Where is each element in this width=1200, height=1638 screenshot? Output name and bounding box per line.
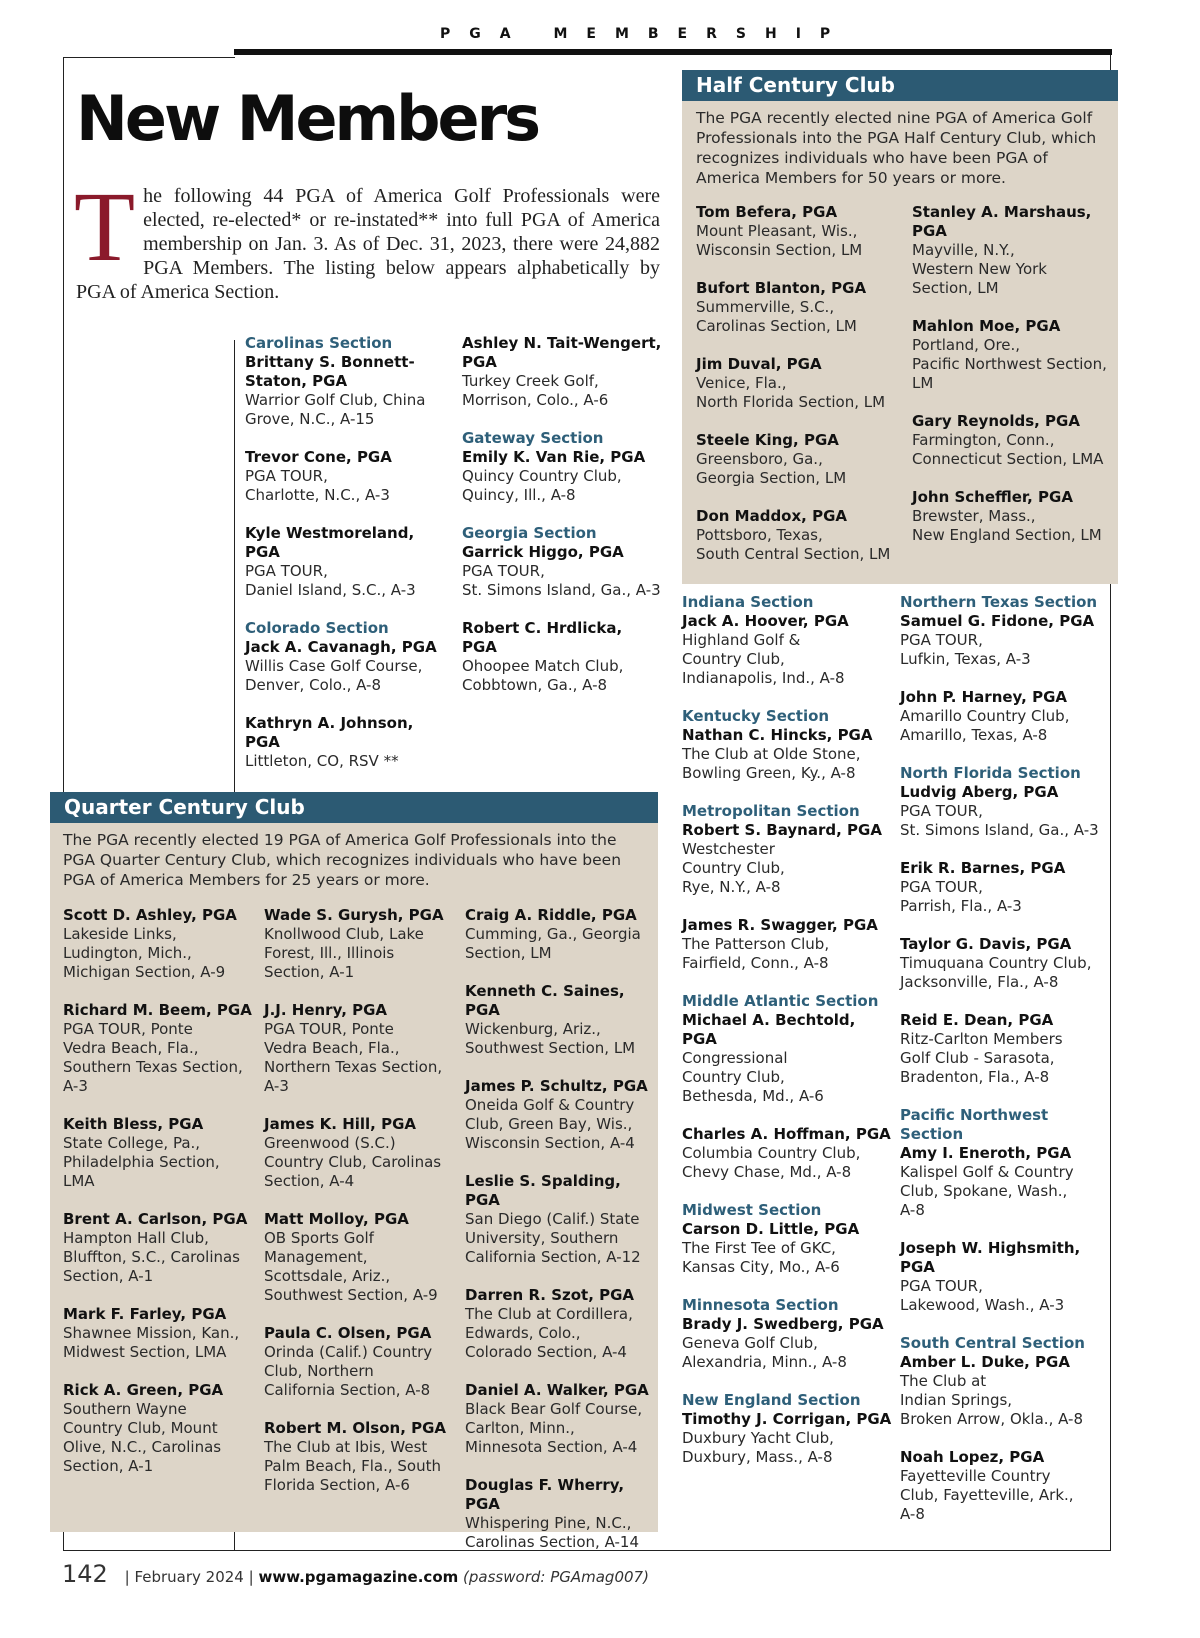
member-detail: Minnesota Section, A-4 xyxy=(465,1438,638,1456)
member-entry xyxy=(696,431,906,488)
member-detail: PGA TOUR, xyxy=(900,802,983,820)
member-detail: Club, Spokane, Wash., xyxy=(900,1182,1068,1200)
member-detail: Northern Texas Section, xyxy=(264,1058,443,1076)
member-detail: Club, Fayetteville, Ark., xyxy=(900,1486,1074,1504)
member-detail: San Diego (Calif.) State xyxy=(465,1210,640,1228)
member-detail: PGA TOUR, xyxy=(900,1277,983,1295)
member-name: James K. Hill, PGA xyxy=(264,1115,417,1133)
new-members-col-4 xyxy=(900,593,1105,1543)
member-name: Tom Befera, PGA xyxy=(696,203,838,221)
section-heading: Pacific Northwest Section xyxy=(900,1106,1049,1143)
member-name: Reid E. Dean, PGA xyxy=(900,1011,1054,1029)
member-detail: Southwest Section, A-9 xyxy=(264,1286,438,1304)
member-detail: Cobbtown, Ga., A-8 xyxy=(462,676,608,694)
section-heading: Minnesota Section xyxy=(682,1296,839,1314)
member-detail: Summerville, S.C., xyxy=(696,298,835,316)
member-detail: PGA TOUR, xyxy=(245,562,328,580)
member-name: Noah Lopez, PGA xyxy=(900,1448,1045,1466)
member-entry xyxy=(682,1296,892,1372)
half-century-col-1 xyxy=(696,203,906,583)
member-detail: Ritz-Carlton Members xyxy=(900,1030,1063,1048)
member-name: Kenneth C. Saines, PGA xyxy=(465,982,625,1019)
member-entry xyxy=(682,992,892,1106)
member-detail: Kalispel Golf & Country xyxy=(900,1163,1074,1181)
member-detail: Greenwood (S.C.) xyxy=(264,1134,396,1152)
member-detail: Management, xyxy=(264,1248,368,1266)
member-entry xyxy=(465,1381,655,1457)
member-detail: Country Club, xyxy=(682,1068,785,1086)
member-detail: Country Club, xyxy=(682,859,785,877)
member-detail: Fayetteville Country xyxy=(900,1467,1051,1485)
member-name: Amber L. Duke, PGA xyxy=(900,1353,1070,1371)
member-detail: Chevy Chase, Md., A-8 xyxy=(682,1163,852,1181)
section-heading: Colorado Section xyxy=(245,619,389,637)
member-entry xyxy=(682,802,892,897)
member-detail: Ludington, Mich., xyxy=(63,944,192,962)
member-entry xyxy=(900,935,1105,992)
member-detail: Olive, N.C., Carolinas xyxy=(63,1438,222,1456)
member-entry xyxy=(462,429,662,505)
member-detail: Golf Club - Sarasota, xyxy=(900,1049,1055,1067)
member-entry xyxy=(696,355,906,412)
member-entry xyxy=(465,982,655,1058)
member-detail: Whispering Pine, N.C., xyxy=(465,1514,632,1532)
member-entry xyxy=(900,1011,1105,1087)
member-detail: Scottsdale, Ariz., xyxy=(264,1267,391,1285)
member-entry xyxy=(63,1305,258,1362)
member-name: Robert C. Hrdlicka, PGA xyxy=(462,619,623,656)
member-entry xyxy=(912,203,1112,298)
member-detail: Daniel Island, S.C., A-3 xyxy=(245,581,416,599)
member-name: James R. Swagger, PGA xyxy=(682,916,878,934)
member-detail: Hampton Hall Club, xyxy=(63,1229,209,1247)
member-name: Charles A. Hoffman, PGA xyxy=(682,1125,891,1143)
new-members-col-3 xyxy=(682,593,892,1486)
drop-cap: T xyxy=(74,171,136,282)
page-number: 142 xyxy=(62,1560,108,1588)
member-entry xyxy=(912,412,1112,469)
member-detail: St. Simons Island, Ga., A-3 xyxy=(900,821,1099,839)
member-entry xyxy=(682,1201,892,1277)
member-name: John Scheffler, PGA xyxy=(912,488,1073,506)
member-detail: Country Club, Carolinas xyxy=(264,1153,442,1171)
member-detail: Section, LM xyxy=(912,279,999,297)
member-name: Ludvig Aberg, PGA xyxy=(900,783,1059,801)
member-name: Leslie S. Spalding, PGA xyxy=(465,1172,621,1209)
member-detail: Farmington, Conn., xyxy=(912,431,1055,449)
member-entry xyxy=(465,1077,655,1153)
section-heading: Kentucky Section xyxy=(682,707,830,725)
section-heading: Carolinas Section xyxy=(245,334,393,352)
member-detail: Pacific Northwest Section, xyxy=(912,355,1107,373)
header-rule xyxy=(234,49,1112,55)
member-detail: The First Tee of GKC, xyxy=(682,1239,836,1257)
member-name: Craig A. Riddle, PGA xyxy=(465,906,637,924)
new-members-col-2 xyxy=(462,334,662,714)
member-detail: PGA TOUR, xyxy=(900,631,983,649)
member-detail: California Section, A-8 xyxy=(264,1381,431,1399)
member-name: Garrick Higgo, PGA xyxy=(462,543,624,561)
member-detail: Section, A-4 xyxy=(264,1172,355,1190)
member-name: Joseph W. Highsmith, PGA xyxy=(900,1239,1081,1276)
member-entry xyxy=(63,1001,258,1096)
section-heading: North Florida Section xyxy=(900,764,1081,782)
member-detail: Midwest Section, LMA xyxy=(63,1343,227,1361)
member-entry xyxy=(682,1391,892,1467)
member-entry xyxy=(63,1381,258,1476)
member-name: Richard M. Beem, PGA xyxy=(63,1001,252,1019)
member-detail: Colorado Section, A-4 xyxy=(465,1343,627,1361)
member-entry xyxy=(682,1125,892,1182)
member-detail: PGA TOUR, Ponte xyxy=(63,1020,193,1038)
member-detail: Brewster, Mass., xyxy=(912,507,1036,525)
member-name: Brent A. Carlson, PGA xyxy=(63,1210,248,1228)
member-detail: California Section, A-12 xyxy=(465,1248,641,1266)
member-entry xyxy=(63,1115,258,1191)
member-name: Wade S. Gurysh, PGA xyxy=(264,906,444,924)
page-footer xyxy=(62,1560,649,1588)
member-entry xyxy=(63,906,258,982)
member-detail: North Florida Section, LM xyxy=(696,393,886,411)
member-name: Erik R. Barnes, PGA xyxy=(900,859,1066,877)
member-name: Mahlon Moe, PGA xyxy=(912,317,1061,335)
issue-date: February 2024 xyxy=(134,1568,244,1586)
member-detail: A-8 xyxy=(900,1505,925,1523)
member-detail: Section, A-1 xyxy=(63,1267,154,1285)
member-entry xyxy=(912,488,1112,545)
member-detail: Black Bear Golf Course, xyxy=(465,1400,643,1418)
quarter-century-col-2 xyxy=(264,906,459,1514)
member-detail: Vedra Beach, Fla., xyxy=(63,1039,199,1057)
member-entry xyxy=(264,906,459,982)
member-entry xyxy=(245,524,445,600)
member-entry xyxy=(462,334,662,410)
member-entry xyxy=(900,688,1105,745)
member-detail: Western New York xyxy=(912,260,1047,278)
member-detail: Turkey Creek Golf, xyxy=(462,372,599,390)
member-detail: Quincy Country Club, xyxy=(462,467,622,485)
member-name: Mark F. Farley, PGA xyxy=(63,1305,227,1323)
member-detail: Section, A-1 xyxy=(63,1457,154,1475)
member-name: J.J. Henry, PGA xyxy=(264,1001,388,1019)
member-entry xyxy=(900,764,1105,840)
member-detail: Littleton, CO, RSV ** xyxy=(245,752,399,770)
member-entry xyxy=(900,1334,1105,1429)
member-detail: PGA TOUR, Ponte xyxy=(264,1020,394,1038)
member-detail: Pottsboro, Texas, xyxy=(696,526,823,544)
member-detail: University, Southern xyxy=(465,1229,619,1247)
member-detail: The Club at Olde Stone, xyxy=(682,745,861,763)
member-detail: Southern Wayne xyxy=(63,1400,187,1418)
member-entry xyxy=(912,317,1112,393)
member-name: Jack A. Hoover, PGA xyxy=(682,612,849,630)
member-detail: Warrior Golf Club, China Grove, N.C., A-15 xyxy=(245,391,426,428)
member-name: Jack A. Cavanagh, PGA xyxy=(245,638,437,656)
website-password: (password: PGAmag007) xyxy=(463,1568,649,1586)
member-detail: OB Sports Golf xyxy=(264,1229,374,1247)
member-detail: Greensboro, Ga., xyxy=(696,450,823,468)
member-entry xyxy=(465,1172,655,1267)
member-detail: Willis Case Golf Course, xyxy=(245,657,423,675)
member-detail: Kansas City, Mo., A-6 xyxy=(682,1258,840,1276)
member-name: Scott D. Ashley, PGA xyxy=(63,906,237,924)
member-name: James P. Schultz, PGA xyxy=(465,1077,648,1095)
member-detail: Portland, Ore., xyxy=(912,336,1021,354)
member-detail: Philadelphia Section, xyxy=(63,1153,220,1171)
member-entry xyxy=(264,1419,459,1495)
section-heading: Indiana Section xyxy=(682,593,814,611)
member-entry xyxy=(465,1476,655,1552)
member-entry xyxy=(682,916,892,973)
member-detail: A-3 xyxy=(63,1077,88,1095)
section-heading: Middle Atlantic Section xyxy=(682,992,879,1010)
member-entry xyxy=(465,906,655,963)
page-title: New Members xyxy=(76,82,539,155)
member-detail: Westchester xyxy=(682,840,775,858)
member-detail: Wisconsin Section, LM xyxy=(696,241,863,259)
member-detail: Jacksonville, Fla., A-8 xyxy=(900,973,1059,991)
member-entry xyxy=(462,619,662,695)
member-detail: Mayville, N.Y., xyxy=(912,241,1015,259)
member-detail: Club, Green Bay, Wis., xyxy=(465,1115,633,1133)
website-link[interactable]: www.pgamagazine.com xyxy=(258,1568,459,1586)
member-name: Robert S. Baynard, PGA xyxy=(682,821,882,839)
member-detail: Congressional xyxy=(682,1049,788,1067)
frame-line-top xyxy=(63,57,235,58)
member-detail: Bethesda, Md., A-6 xyxy=(682,1087,824,1105)
member-detail: Palm Beach, Fla., South xyxy=(264,1457,441,1475)
member-detail: Columbia Country Club, xyxy=(682,1144,861,1162)
quarter-century-title: Quarter Century Club xyxy=(50,792,658,823)
member-entry xyxy=(264,1115,459,1191)
intro-text: he following 44 PGA of America Golf Professionals were elected, re-elected* or re-instated** into full PGA of America membership on Jan. 3. As of Dec. 31, 2023, there were 24,882 PGA Members. The listing below appears alphabetically by PGA of America Section. xyxy=(76,185,660,303)
section-heading: Gateway Section xyxy=(462,429,604,447)
intro-paragraph xyxy=(74,171,660,304)
member-detail: State College, Pa., xyxy=(63,1134,201,1152)
member-detail: Morrison, Colo., A-6 xyxy=(462,391,609,409)
new-members-col-1 xyxy=(245,334,445,790)
member-detail: Orinda (Calif.) Country xyxy=(264,1343,433,1361)
member-detail: The Club at xyxy=(900,1372,987,1390)
member-detail: Denver, Colo., A-8 xyxy=(245,676,382,694)
member-name: Brittany S. Bonnett-Staton, PGA xyxy=(245,353,415,390)
member-detail: Rye, N.Y., A-8 xyxy=(682,878,781,896)
member-detail: Bowling Green, Ky., A-8 xyxy=(682,764,856,782)
member-detail: Georgia Section, LM xyxy=(696,469,847,487)
section-heading: Georgia Section xyxy=(462,524,597,542)
member-detail: Country Club, xyxy=(682,650,785,668)
member-detail: Lakewood, Wash., A-3 xyxy=(900,1296,1065,1314)
member-name: Gary Reynolds, PGA xyxy=(912,412,1080,430)
member-name: Ashley N. Tait-Wengert, PGA xyxy=(462,334,662,371)
member-detail: The Club at Ibis, West xyxy=(264,1438,428,1456)
half-century-col-2 xyxy=(912,203,1112,564)
member-name: Don Maddox, PGA xyxy=(696,507,847,525)
member-detail: PGA TOUR, xyxy=(462,562,545,580)
member-detail: The Patterson Club, xyxy=(682,935,830,953)
member-detail: Duxbury, Mass., A-8 xyxy=(682,1448,833,1466)
member-detail: Highland Golf & xyxy=(682,631,801,649)
member-detail: Florida Section, A-6 xyxy=(264,1476,410,1494)
member-entry xyxy=(696,279,906,336)
member-detail: Forest, Ill., Illinois xyxy=(264,944,395,962)
member-name: Keith Bless, PGA xyxy=(63,1115,204,1133)
member-entry xyxy=(465,1286,655,1362)
member-detail: LM xyxy=(912,374,934,392)
half-century-description: The PGA recently elected nine PGA of America Golf Professionals into the PGA Half Century Club, which recognizes individuals who have been PGA of America Members for 50 years or more. xyxy=(696,109,1097,187)
member-detail: PGA TOUR, xyxy=(245,467,328,485)
member-detail: Southwest Section, LM xyxy=(465,1039,636,1057)
member-detail: Amarillo, Texas, A-8 xyxy=(900,726,1048,744)
member-detail: Bluffton, S.C., Carolinas xyxy=(63,1248,240,1266)
member-detail: Country Club, Mount xyxy=(63,1419,218,1437)
member-detail: Shawnee Mission, Kan., xyxy=(63,1324,240,1342)
member-name: Nathan C. Hincks, PGA xyxy=(682,726,873,744)
member-detail: Venice, Fla., xyxy=(696,374,787,392)
member-detail: LMA xyxy=(63,1172,95,1190)
member-detail: Southern Texas Section, xyxy=(63,1058,243,1076)
member-entry xyxy=(245,448,445,505)
member-detail: Quincy, Ill., A-8 xyxy=(462,486,576,504)
member-entry xyxy=(900,593,1105,669)
member-detail: A-3 xyxy=(264,1077,289,1095)
section-heading: Midwest Section xyxy=(682,1201,822,1219)
member-detail: Alexandria, Minn., A-8 xyxy=(682,1353,847,1371)
quarter-century-description: The PGA recently elected 19 PGA of America Golf Professionals into the PGA Quarter Century Club, which recognizes individuals who have been PGA of America Members for 25 years or more. xyxy=(63,831,622,889)
member-detail: Duxbury Yacht Club, xyxy=(682,1429,834,1447)
member-name: Brady J. Swedberg, PGA xyxy=(682,1315,884,1333)
member-name: Rick A. Green, PGA xyxy=(63,1381,224,1399)
member-detail: Vedra Beach, Fla., xyxy=(264,1039,400,1057)
member-name: Taylor G. Davis, PGA xyxy=(900,935,1072,953)
member-detail: Bradenton, Fla., A-8 xyxy=(900,1068,1050,1086)
member-detail: Wickenburg, Ariz., xyxy=(465,1020,601,1038)
member-entry xyxy=(696,203,906,260)
member-name: Darren R. Szot, PGA xyxy=(465,1286,635,1304)
section-heading: Metropolitan Section xyxy=(682,802,860,820)
section-heading: New England Section xyxy=(682,1391,861,1409)
member-name: Kathryn A. Johnson, PGA xyxy=(245,714,414,751)
member-entry xyxy=(245,619,445,695)
member-detail: New England Section, LM xyxy=(912,526,1102,544)
member-detail: Carolinas Section, LM xyxy=(696,317,857,335)
member-entry xyxy=(900,859,1105,916)
member-entry xyxy=(900,1106,1105,1220)
member-entry xyxy=(682,593,892,688)
member-name: Emily K. Van Rie, PGA xyxy=(462,448,646,466)
member-name: Jim Duval, PGA xyxy=(696,355,822,373)
member-detail: Connecticut Section, LMA xyxy=(912,450,1104,468)
member-detail: Indianapolis, Ind., A-8 xyxy=(682,669,845,687)
member-detail: Knollwood Club, Lake xyxy=(264,925,424,943)
member-detail: Michigan Section, A-9 xyxy=(63,963,226,981)
member-name: Trevor Cone, PGA xyxy=(245,448,392,466)
member-entry xyxy=(900,1239,1105,1315)
member-name: Amy I. Eneroth, PGA xyxy=(900,1144,1072,1162)
member-name: Michael A. Bechtold, PGA xyxy=(682,1011,856,1048)
member-name: John P. Harney, PGA xyxy=(900,688,1067,706)
member-detail: A-8 xyxy=(900,1201,925,1219)
member-detail: St. Simons Island, Ga., A-3 xyxy=(462,581,661,599)
member-entry xyxy=(264,1324,459,1400)
member-name: Samuel G. Fidone, PGA xyxy=(900,612,1095,630)
member-detail: Mount Pleasant, Wis., xyxy=(696,222,858,240)
member-detail: Ohoopee Match Club, xyxy=(462,657,624,675)
member-detail: Oneida Golf & Country xyxy=(465,1096,635,1114)
member-detail: Amarillo Country Club, xyxy=(900,707,1070,725)
member-detail: Indian Springs, xyxy=(900,1391,1013,1409)
footer-separator: | xyxy=(248,1568,254,1586)
member-entry xyxy=(900,1448,1105,1524)
section-kicker: PGA MEMBERSHIP xyxy=(440,26,850,42)
member-detail: Section, LM xyxy=(465,944,552,962)
member-detail: Fairfield, Conn., A-8 xyxy=(682,954,829,972)
member-detail: Timuquana Country Club, xyxy=(900,954,1092,972)
member-detail: Lakeside Links, xyxy=(63,925,177,943)
member-name: Carson D. Little, PGA xyxy=(682,1220,860,1238)
member-name: Stanley A. Marshaus, PGA xyxy=(912,203,1092,240)
member-detail: Geneva Golf Club, xyxy=(682,1334,818,1352)
quarter-century-col-1 xyxy=(63,906,258,1495)
member-name: Steele King, PGA xyxy=(696,431,839,449)
member-detail: Section, A-1 xyxy=(264,963,355,981)
member-entry xyxy=(245,714,445,771)
member-name: Robert M. Olson, PGA xyxy=(264,1419,447,1437)
member-detail: Carolinas Section, A-14 xyxy=(465,1533,639,1551)
member-entry xyxy=(462,524,662,600)
member-entry xyxy=(264,1210,459,1305)
member-detail: Broken Arrow, Okla., A-8 xyxy=(900,1410,1083,1428)
member-detail: South Central Section, LM xyxy=(696,545,891,563)
member-name: Bufort Blanton, PGA xyxy=(696,279,867,297)
half-century-title: Half Century Club xyxy=(682,70,1118,101)
footer-separator: | xyxy=(124,1568,130,1586)
member-detail: Lufkin, Texas, A-3 xyxy=(900,650,1031,668)
member-name: Timothy J. Corrigan, PGA xyxy=(682,1410,892,1428)
member-detail: Edwards, Colo., xyxy=(465,1324,581,1342)
section-heading: Northern Texas Section xyxy=(900,593,1098,611)
member-detail: The Club at Cordillera, xyxy=(465,1305,633,1323)
member-detail: Club, Northern xyxy=(264,1362,374,1380)
member-detail: Charlotte, N.C., A-3 xyxy=(245,486,390,504)
quarter-century-col-3 xyxy=(465,906,655,1571)
member-name: Daniel A. Walker, PGA xyxy=(465,1381,649,1399)
member-name: Matt Molloy, PGA xyxy=(264,1210,409,1228)
member-entry xyxy=(696,507,906,564)
member-name: Kyle Westmoreland, PGA xyxy=(245,524,415,561)
member-name: Douglas F. Wherry, PGA xyxy=(465,1476,625,1513)
member-entry xyxy=(245,334,445,429)
member-detail: PGA TOUR, xyxy=(900,878,983,896)
member-entry xyxy=(264,1001,459,1096)
member-detail: Wisconsin Section, A-4 xyxy=(465,1134,635,1152)
section-heading: South Central Section xyxy=(900,1334,1085,1352)
member-name: Paula C. Olsen, PGA xyxy=(264,1324,432,1342)
member-detail: Parrish, Fla., A-3 xyxy=(900,897,1022,915)
member-detail: Cumming, Ga., Georgia xyxy=(465,925,641,943)
member-entry xyxy=(682,707,892,783)
member-detail: Carlton, Minn., xyxy=(465,1419,575,1437)
member-entry xyxy=(63,1210,258,1286)
